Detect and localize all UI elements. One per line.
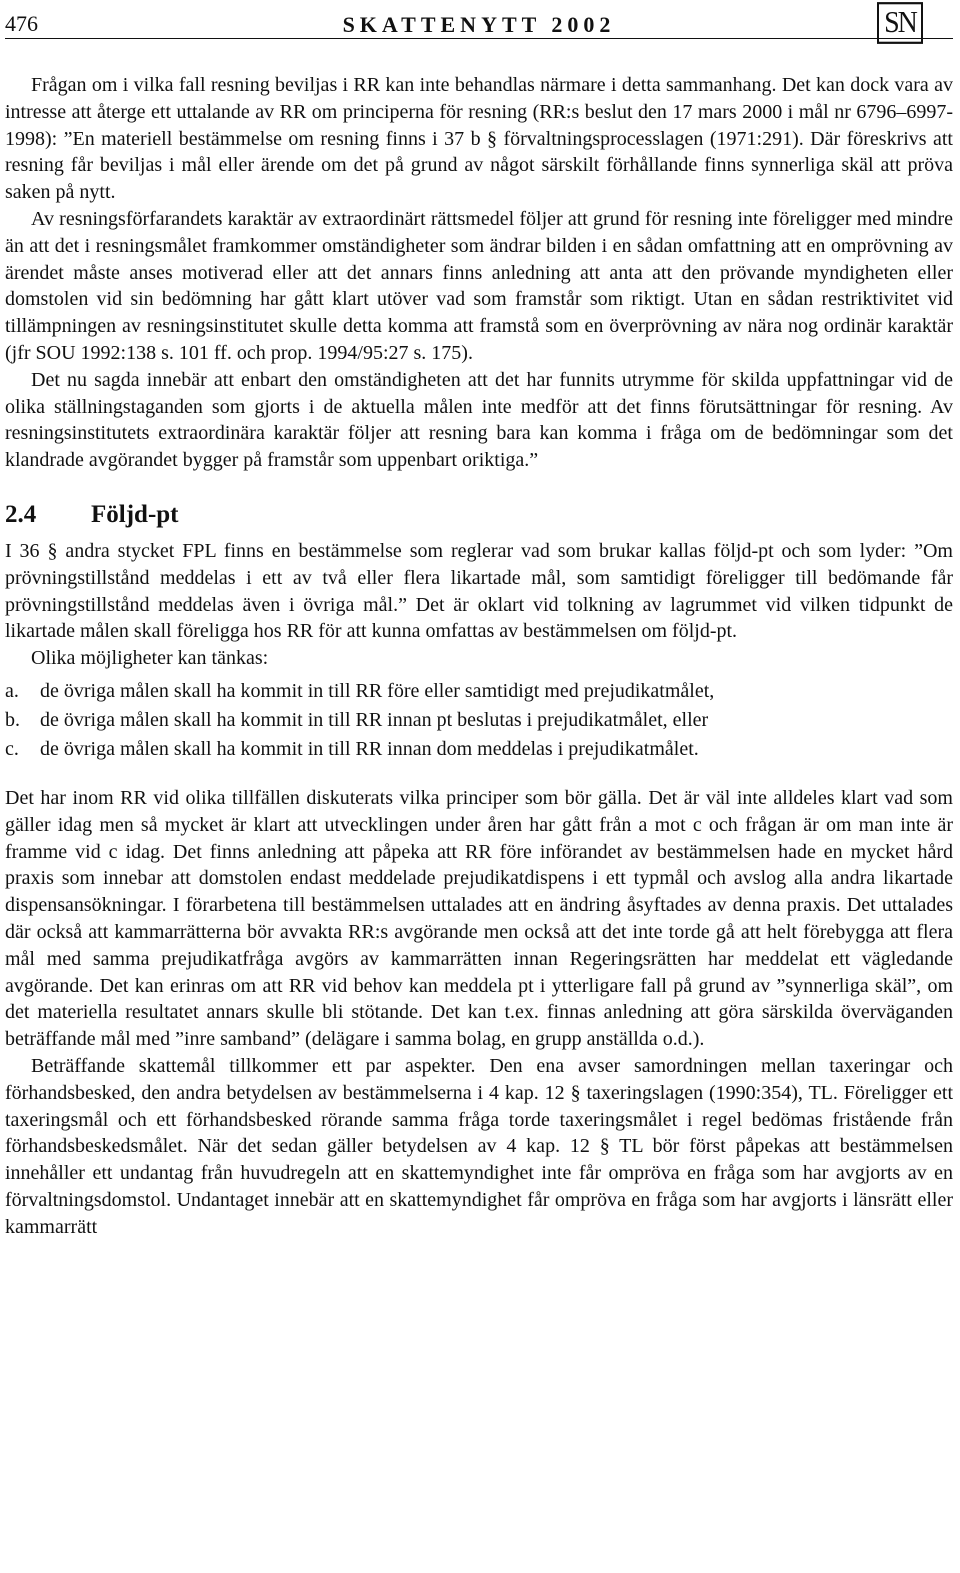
list-item bbox=[5, 735, 953, 764]
paragraph-skattemal: Beträffande skattemål tillkommer ett par aspekter. Den ena avser samordningen mellan taxeringar och förhandsbesked, den andra betydelsen av bestämmelserna i 4 kap. 12 § taxeringslagen (1990:354), TL. Föreligger ett taxeringsmål och ett förhandsbesked rörande samma fråga torde taxeringsmålet i regel bedömas fristående från förhandsbeskedsmålet. När det sedan gäller betydelsen av 4 kap. 12 § TL bör först påpekas att bestämmelsen innehåller ett undantag från huvudregeln att en skattemyndighet inte får ompröva en fråga som har avgjorts av en förvaltningsdomstol. Undantaget innebär att en skattemyndighet får ompröva en fråga som har avgjorts i länsrätt eller kammarrätt bbox=[5, 1054, 953, 1238]
paragraph-mojligheter: Olika möjligheter kan tänkas: bbox=[31, 647, 269, 670]
list-item bbox=[5, 706, 953, 735]
list-item-text: de övriga målen skall ha kommit in till RR före eller samtidigt med prejudikatmålet, bbox=[40, 679, 715, 702]
list-marker: a. bbox=[5, 679, 19, 702]
header-rule bbox=[5, 38, 953, 39]
list-item-text: de övriga målen skall ha kommit in till RR innan pt beslutas i prejudikatmålet, eller bbox=[40, 708, 709, 731]
section-number: 2.4 bbox=[5, 500, 37, 528]
list-item-text: de övriga målen skall ha kommit in till RR innan dom meddelas i prejudikatmålet. bbox=[40, 737, 699, 760]
page-number: 476 bbox=[5, 11, 38, 36]
paragraph-foljd-pt: I 36 § andra stycket FPL finns en bestämmelse som reglerar vad som brukar kallas följd-pt och som lyder: ”Om prövningstillstånd meddelas i ett av två eller flera likartade mål, som samtidigt föreligger till bedömande får prövningstillstånd meddelas även i övriga mål.” Det är oklart vid tolkning av lagrummet vid vilken tidpunkt de likartade målen skall föreligga hos RR för att kunna omfattas av bestämmelsen om följd-pt. bbox=[5, 539, 953, 643]
section-title: Följd-pt bbox=[91, 500, 179, 528]
list-marker: b. bbox=[5, 708, 20, 731]
running-title: SKATTENYTT 2002 bbox=[342, 12, 616, 37]
paragraph-resning-slutsats: Det nu sagda innebär att enbart den omständigheten att det har funnits utrymme för skilda uppfattningar vid de olika ställningstaganden som gjorts i de aktuella målen inte medför att det finns förutsättningar för resning. Av resningsinstitutets extraordinära karaktär följer att resning bara kan komma i fråga om de bedömningar som det klandrade avgörandet bygger på framstår som uppenbart oriktiga.” bbox=[5, 368, 953, 472]
list-marker: c. bbox=[5, 737, 19, 760]
page-body bbox=[5, 72, 953, 1240]
page-header bbox=[5, 4, 953, 38]
paragraph-resning-karaktar: Av resningsförfarandets karaktär av extraordinärt rättsmedel följer att grund för resning inte föreligger med mindre än att det i resningsmålet framkommer omständigheter som ändrar bilden i en sådan omfattning att en omprövning av ärendet måste anses motiverad eller att det annars finns anledning att anta att den prövande myndigheten eller domstolen vid sin bedömning har gått klart utöver vad som framstår som riktigt. Utan en sådan restriktivitet vid tillämpningen av resningsinstitutet skulle detta komma att framstå som en överprövning av nära nog ordinär karaktär (jfr SOU 1992:138 s. 101 ff. och prop. 1994/95:27 s. 175). bbox=[5, 207, 953, 364]
alternatives-list bbox=[5, 677, 953, 764]
journal-logo: SN bbox=[877, 2, 923, 44]
paragraph-resning-intro: Frågan om i vilka fall resning beviljas i RR kan inte behandlas närmare i detta sammanhang. Det kan dock vara av intresse att återge ett uttalande av RR om principerna för resning (RR:s beslut den 17 mars 2000 i mål nr 6796–6997-1998): ”En materiell bestämmelse om resning finns i 37 b § förvaltningsprocesslagen (1971:291). Där föreskrivs att resning får beviljas i mål eller ärende om det på grund av något särskilt förhållande finns synnerliga skäl att pröva saken på nytt. bbox=[5, 74, 953, 204]
section-heading bbox=[5, 501, 953, 529]
paragraph-praxis: Det har inom RR vid olika tillfällen diskuterats vilka principer som bör gälla. Det är väl inte alldeles klart vad som gäller idag men så mycket är klart att utvecklingen under åren har gått från a mot c och frågan är om man inte är framme vid c idag. Det finns anledning att påpeka att RR före införandet av bestämmelsen hade en mycket hård praxis som innebar att domstolen endast meddelade prejudikatdispens i ett typmål och avslog alla andra likartade dispensansökningar. I förarbetena till bestämmelsen uttalades att en ändring åsyftades av denna praxis. Det uttalades där också att kammarrätterna bör avvakta RR:s avgörande men också att det inte torde gå att helt förebygga att flera mål med samma prejudikatfråga avgörs av kammarrätten innan Regeringsrätten har meddelat ett vägledande avgörande. Det kan erinras om att RR vid behov kan meddela pt i ytterligare fall på grund av ”synnerliga skäl”, om det materiella resultatet annars skulle bli stötande. Det kan t.ex. finnas anledning att göra särskilda överväganden beträffande mål med ”inre samband” (delägare i samma bolag, en grupp anställda o.d.). bbox=[5, 786, 953, 1051]
list-item bbox=[5, 677, 953, 706]
